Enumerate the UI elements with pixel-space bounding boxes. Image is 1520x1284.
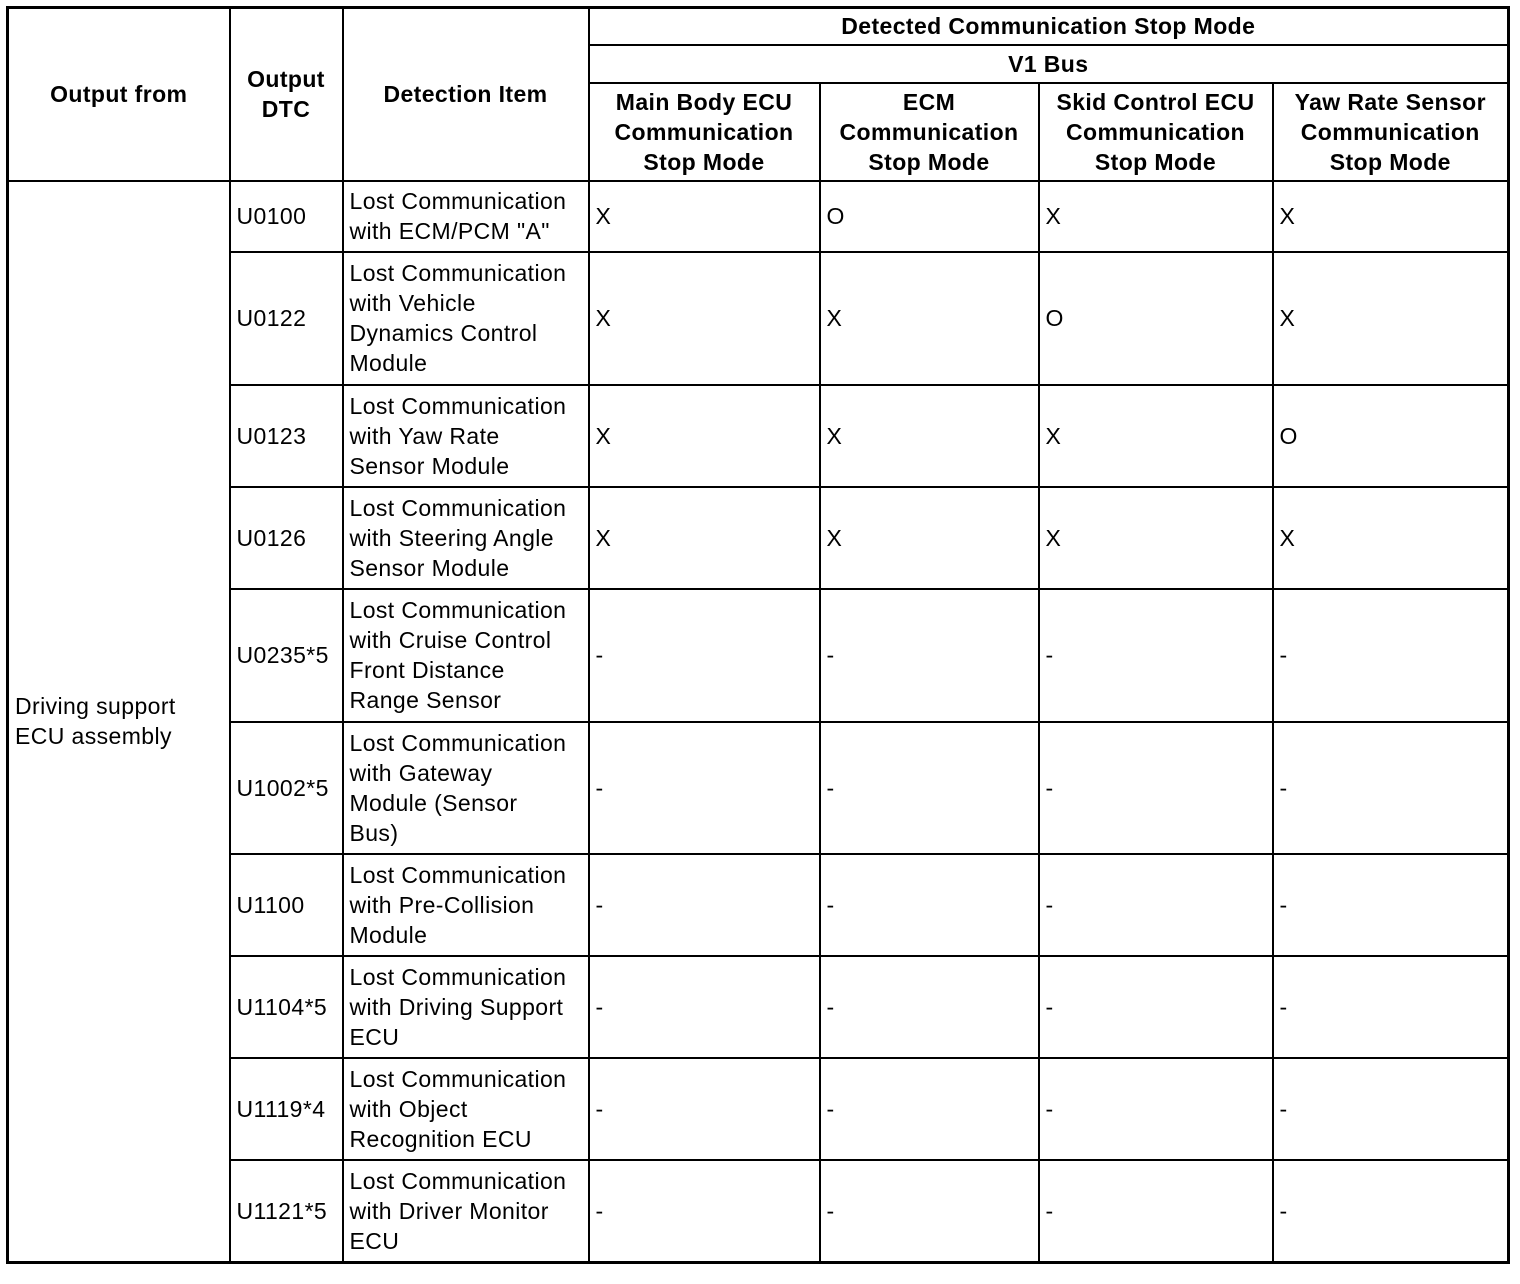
dtc-cell: U1121*5 (230, 1160, 343, 1263)
stop-mode-cell: - (1273, 956, 1509, 1058)
stop-mode-cell: X (820, 385, 1039, 487)
table-row (8, 956, 1509, 1058)
table-header (8, 8, 1509, 181)
stop-mode-cell: X (1273, 252, 1509, 385)
stop-mode-cell: - (1039, 722, 1273, 854)
detection-item-cell: Lost Communication with Pre-Collision Module (343, 854, 589, 956)
stop-mode-cell: X (820, 252, 1039, 385)
stop-mode-cell: X (589, 487, 820, 589)
detection-item-cell: Lost Communication with Object Recognition ECU (343, 1058, 589, 1160)
detection-item-cell: Lost Communication with Gateway Module (Sensor Bus) (343, 722, 589, 854)
header-main-body-ecu: Main Body ECU Communication Stop Mode (589, 83, 820, 181)
stop-mode-cell: - (589, 589, 820, 722)
table-row (8, 1058, 1509, 1160)
stop-mode-cell: - (820, 854, 1039, 956)
table-row (8, 181, 1509, 252)
dtc-stop-mode-table (6, 6, 1510, 1264)
header-skid-control-ecu: Skid Control ECU Communication Stop Mode (1039, 83, 1273, 181)
stop-mode-cell: - (589, 956, 820, 1058)
detection-item-cell: Lost Communication with Steering Angle Sensor Module (343, 487, 589, 589)
table-row (8, 1160, 1509, 1263)
stop-mode-cell: X (820, 487, 1039, 589)
stop-mode-cell: - (1039, 589, 1273, 722)
stop-mode-cell: X (1039, 487, 1273, 589)
stop-mode-cell: O (1039, 252, 1273, 385)
dtc-cell: U0122 (230, 252, 343, 385)
header-ecm: ECM Communication Stop Mode (820, 83, 1039, 181)
header-yaw-rate-sensor: Yaw Rate Sensor Communication Stop Mode (1273, 83, 1509, 181)
stop-mode-cell: - (820, 956, 1039, 1058)
table-container (6, 6, 1510, 1264)
stop-mode-cell: - (589, 1058, 820, 1160)
stop-mode-cell: - (1273, 854, 1509, 956)
header-output-from: Output from (8, 8, 230, 181)
stop-mode-cell: X (1039, 385, 1273, 487)
dtc-cell: U1119*4 (230, 1058, 343, 1160)
stop-mode-cell: - (820, 722, 1039, 854)
header-detected-mode: Detected Communication Stop Mode (589, 8, 1509, 45)
detection-item-cell: Lost Communication with Cruise Control Front Distance Range Sensor (343, 589, 589, 722)
detection-item-cell: Lost Communication with ECM/PCM "A" (343, 181, 589, 252)
dtc-cell: U1100 (230, 854, 343, 956)
header-bus: V1 Bus (589, 45, 1509, 83)
detection-item-cell: Lost Communication with Driving Support ECU (343, 956, 589, 1058)
detection-item-cell: Lost Communication with Yaw Rate Sensor Module (343, 385, 589, 487)
table-body (8, 181, 1509, 1263)
table-row (8, 487, 1509, 589)
dtc-cell: U1002*5 (230, 722, 343, 854)
header-output-dtc: Output DTC (230, 8, 343, 181)
stop-mode-cell: O (820, 181, 1039, 252)
table-row (8, 589, 1509, 722)
stop-mode-cell: X (589, 252, 820, 385)
stop-mode-cell: - (1039, 1160, 1273, 1263)
stop-mode-cell: O (1273, 385, 1509, 487)
detection-item-cell: Lost Communication with Vehicle Dynamics Control Module (343, 252, 589, 385)
stop-mode-cell: - (1039, 1058, 1273, 1160)
stop-mode-cell: - (589, 722, 820, 854)
stop-mode-cell: X (1039, 181, 1273, 252)
stop-mode-cell: - (1273, 589, 1509, 722)
stop-mode-cell: - (1273, 722, 1509, 854)
stop-mode-cell: - (1039, 854, 1273, 956)
stop-mode-cell: X (589, 385, 820, 487)
stop-mode-cell: - (820, 1160, 1039, 1263)
dtc-cell: U0100 (230, 181, 343, 252)
table-row (8, 385, 1509, 487)
stop-mode-cell: - (1273, 1058, 1509, 1160)
detection-item-cell: Lost Communication with Driver Monitor ECU (343, 1160, 589, 1263)
stop-mode-cell: - (1039, 956, 1273, 1058)
header-detection-item: Detection Item (343, 8, 589, 181)
stop-mode-cell: - (820, 1058, 1039, 1160)
table-row (8, 722, 1509, 854)
stop-mode-cell: X (589, 181, 820, 252)
table-row (8, 252, 1509, 385)
stop-mode-cell: - (589, 1160, 820, 1263)
dtc-cell: U0235*5 (230, 589, 343, 722)
dtc-cell: U1104*5 (230, 956, 343, 1058)
stop-mode-cell: - (820, 589, 1039, 722)
stop-mode-cell: - (1273, 1160, 1509, 1263)
stop-mode-cell: X (1273, 487, 1509, 589)
stop-mode-cell: X (1273, 181, 1509, 252)
dtc-cell: U0123 (230, 385, 343, 487)
stop-mode-cell: - (589, 854, 820, 956)
table-row (8, 854, 1509, 956)
output-from-cell: Driving support ECU assembly (8, 181, 230, 1263)
dtc-cell: U0126 (230, 487, 343, 589)
